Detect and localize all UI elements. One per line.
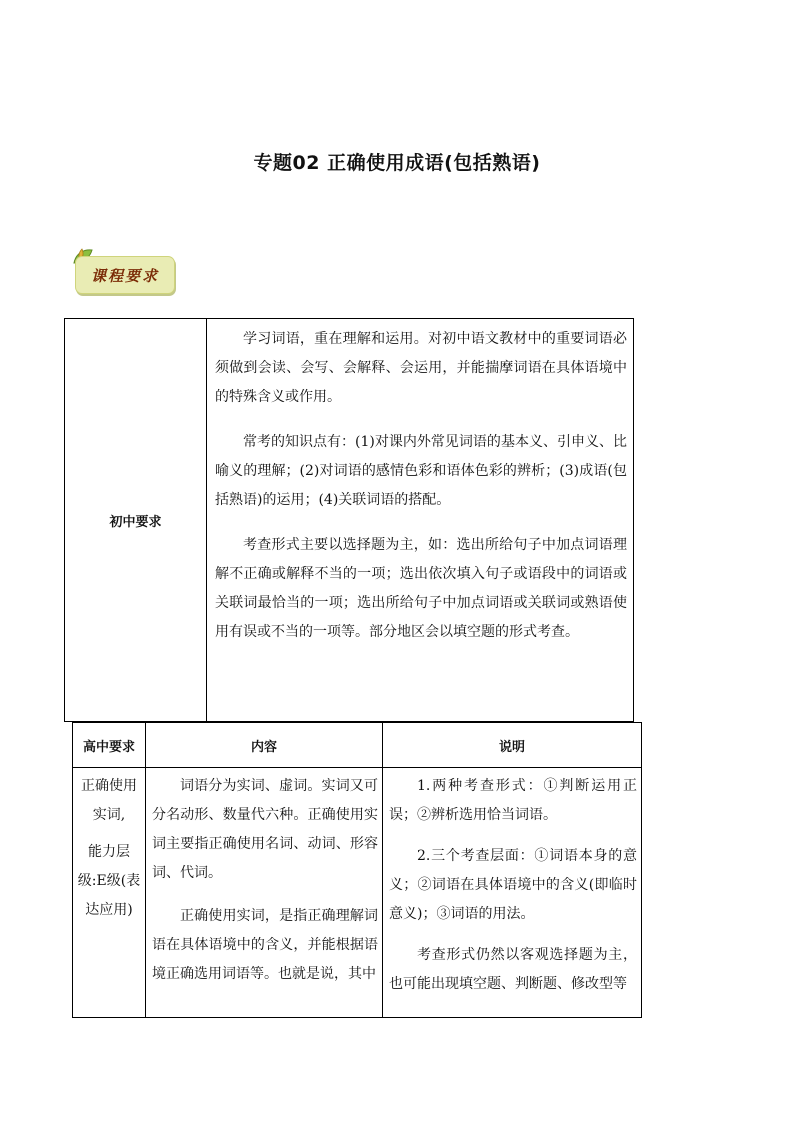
junior-paragraph: 考查形式主要以选择题为主，如：选出所给句子中加点词语理解不正确或解释不当的一项；选出依次填入句子或语段中的词语或关联词最恰当的一项；选出所给句子中加点词语或关联词或熟语使用有误或不当的一项等。部分地区会以填空题的形式考查。 bbox=[215, 537, 627, 640]
requirement-line: 正确使用实词, bbox=[81, 778, 137, 823]
senior-requirements-table bbox=[72, 722, 642, 1018]
requirement-cell bbox=[73, 768, 146, 1018]
junior-paragraph: 常考的知识点有：(1)对课内外常见词语的基本义、引申义、比喻义的理解；(2)对词语的感情色彩和语体色彩的辨析；(3)成语(包括熟语)的运用；(4)关联词语的搭配。 bbox=[215, 434, 627, 508]
notes-paragraph: 1.两种考查形式：①判断运用正误；②辨析选用恰当词语。 bbox=[389, 778, 637, 823]
notes-paragraph: 2.三个考查层面：①词语本身的意义；②词语在具体语境中的含义(即临时意义)；③词语的用法。 bbox=[389, 848, 637, 922]
notes-cell bbox=[383, 768, 642, 1018]
requirement-line: 能力层级:E级(表达应用) bbox=[77, 844, 141, 918]
page-title: 专题02 正确使用成语(包括熟语) bbox=[253, 152, 541, 174]
junior-requirements-content bbox=[207, 319, 633, 721]
header-notes: 说明 bbox=[383, 723, 642, 768]
table-header-row bbox=[73, 723, 642, 768]
notes-paragraph: 考查形式仍然以客观选择题为主，也可能出现填空题、判断题、修改型等 bbox=[389, 947, 637, 992]
content-paragraph: 正确使用实词，是指正确理解词语在具体语境中的含义，并能根据语境正确选用词语等。也就是说，其中 bbox=[152, 908, 378, 982]
course-requirements-badge: 课程要求 bbox=[75, 256, 175, 294]
header-senior-requirement: 高中要求 bbox=[73, 723, 146, 768]
junior-paragraph: 学习词语，重在理解和运用。对初中语文教材中的重要词语必须做到会读、会写、会解释、会运用，并能揣摩词语在具体语境中的特殊含义或作用。 bbox=[215, 331, 627, 405]
content-cell bbox=[146, 768, 383, 1018]
content-paragraph: 词语分为实词、虚词。实词又可分名动形、数量代六种。正确使用实词主要指正确使用名词、动词、形容词、代词。 bbox=[152, 778, 378, 881]
junior-requirements-label: 初中要求 bbox=[65, 319, 207, 721]
table-row bbox=[73, 768, 642, 1018]
junior-requirements-box bbox=[64, 318, 634, 722]
header-content: 内容 bbox=[146, 723, 383, 768]
